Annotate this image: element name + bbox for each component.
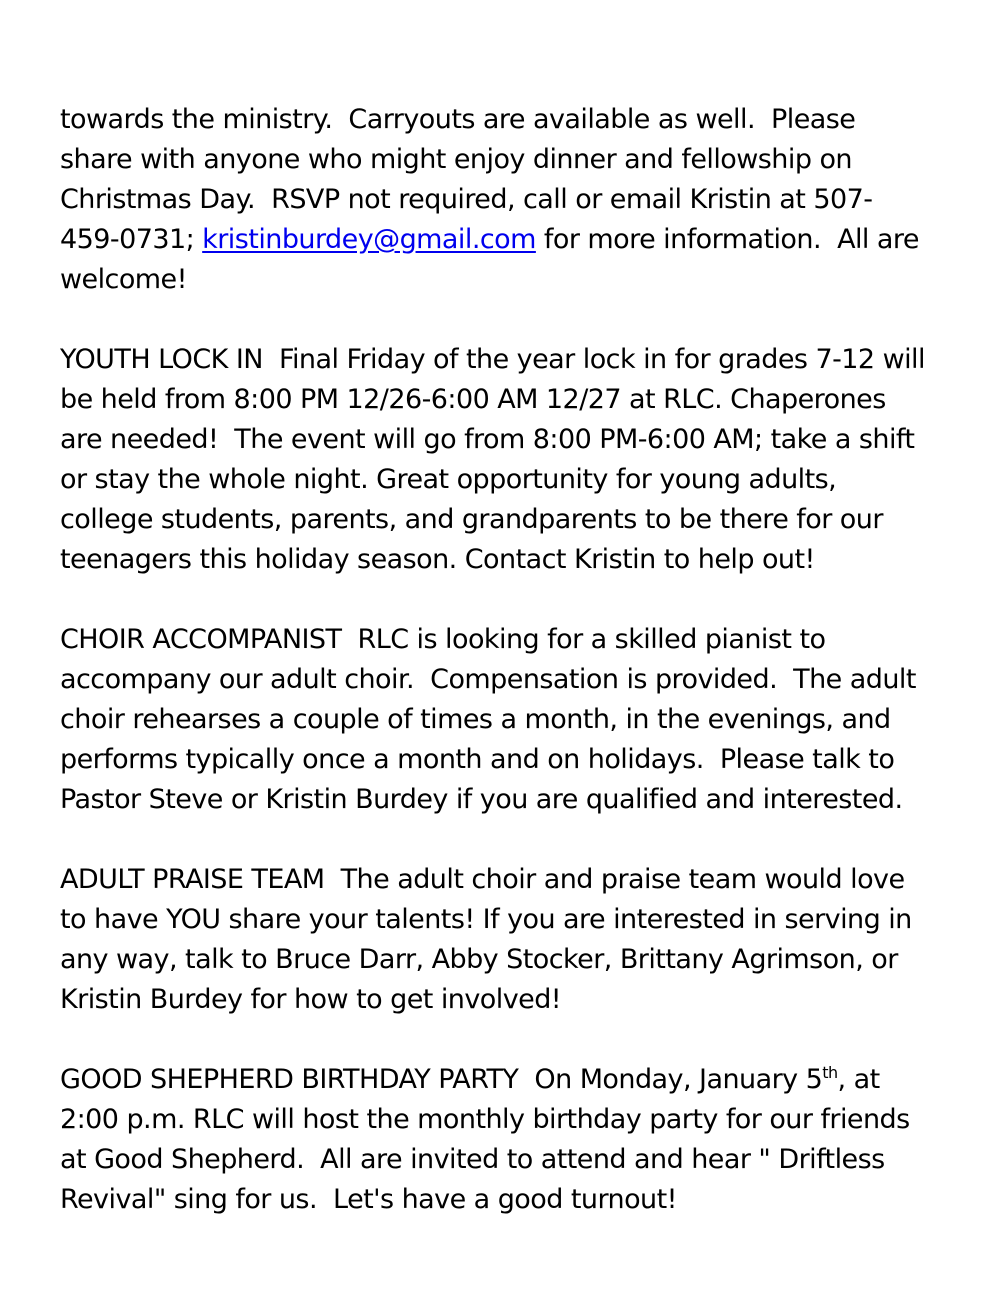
youth-lock-in-line-1: YOUTH LOCK IN Final Friday of the year lock in for grades 7-12 will (60, 344, 925, 375)
paragraph-1-line-2: share with anyone who might enjoy dinner and fellowship on (60, 144, 852, 175)
youth-lock-in-line-4: or stay the whole night. Great opportunity for young adults, (60, 464, 837, 495)
email-link[interactable]: kristinburdey@gmail.com (202, 224, 536, 255)
paragraph-1-line-4-before: 459-0731; (60, 224, 203, 255)
paragraph-1-line-4-after: for more information. All are (535, 224, 919, 255)
adult-praise-team-line-4: Kristin Burdey for how to get involved! (60, 984, 562, 1015)
youth-lock-in-line-5: college students, parents, and grandparents to be there for our (60, 504, 883, 535)
paragraph-1-line-5: welcome! (60, 264, 187, 295)
good-shepherd-line-1-before: GOOD SHEPHERD BIRTHDAY PARTY On Monday, January 5 (60, 1064, 823, 1095)
paragraph-1-line-3: Christmas Day. RSVP not required, call or email Kristin at 507- (60, 184, 873, 215)
youth-lock-in-line-2: be held from 8:00 PM 12/26-6:00 AM 12/27 at RLC. Chaperones (60, 384, 886, 415)
youth-lock-in-line-3: are needed! The event will go from 8:00 PM-6:00 AM; take a shift (60, 424, 915, 455)
choir-accompanist-line-5: Pastor Steve or Kristin Burdey if you are qualified and interested. (60, 784, 903, 815)
good-shepherd-line-4: Revival" sing for us. Let's have a good turnout! (60, 1184, 677, 1215)
good-shepherd-line-1 (60, 1060, 880, 1100)
adult-praise-team-line-3: any way, talk to Bruce Darr, Abby Stocker, Brittany Agrimson, or (60, 944, 898, 975)
choir-accompanist-line-2: accompany our adult choir. Compensation is provided. The adult (60, 664, 916, 695)
good-shepherd-line-3: at Good Shepherd. All are invited to attend and hear " Driftless (60, 1144, 885, 1175)
adult-praise-team-line-1: ADULT PRAISE TEAM The adult choir and praise team would love (60, 864, 905, 895)
choir-accompanist-line-1: CHOIR ACCOMPANIST RLC is looking for a skilled pianist to (60, 624, 826, 655)
ordinal-suffix: th (822, 1063, 838, 1082)
choir-accompanist-line-3: choir rehearses a couple of times a month, in the evenings, and (60, 704, 891, 735)
paragraph-1-line-1: towards the ministry. Carryouts are available as well. Please (60, 104, 856, 135)
youth-lock-in-line-6: teenagers this holiday season. Contact Kristin to help out! (60, 544, 815, 575)
choir-accompanist-line-4: performs typically once a month and on holidays. Please talk to (60, 744, 895, 775)
good-shepherd-line-1-after: , at (837, 1064, 880, 1095)
paragraph-1-line-4 (60, 220, 919, 260)
good-shepherd-line-2: 2:00 p.m. RLC will host the monthly birthday party for our friends (60, 1104, 910, 1135)
adult-praise-team-line-2: to have YOU share your talents! If you are interested in serving in (60, 904, 912, 935)
